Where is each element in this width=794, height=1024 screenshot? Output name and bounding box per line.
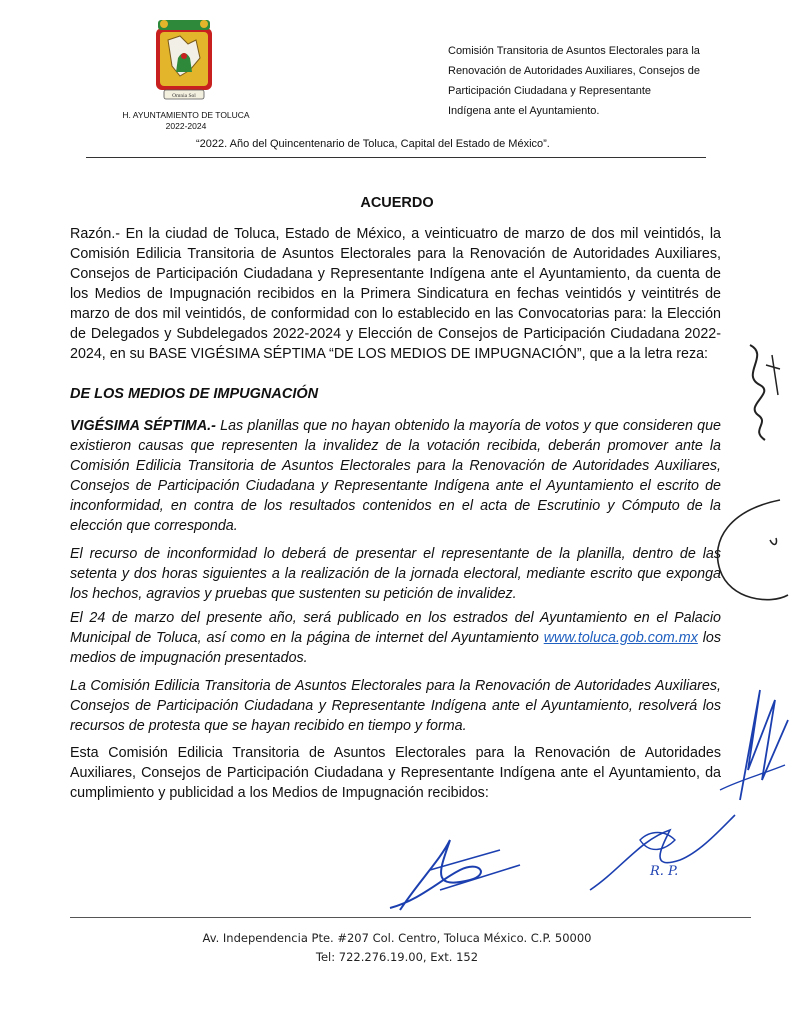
website-link[interactable]: www.toluca.gob.com.mx (543, 630, 698, 646)
paragraph-publicacion-text: El 24 de marzo del presente año, será publicado en los estrados del Ayuntamiento en el Palacio Municipal de Toluca, así como en la página de internet del Ayuntamiento (70, 610, 721, 646)
commission-header (448, 41, 748, 121)
toluca-coat-of-arms-icon (150, 18, 218, 104)
ayuntamiento-period: 2022-2024 (165, 121, 207, 131)
logo-motto: Omnia Sol (172, 93, 196, 99)
signature-center-blue (380, 820, 530, 920)
razon-paragraph: Razón.- En la ciudad de Toluca, Estado de México, a veinticuatro de marzo de dos mil veintidós, la Comisión Edilicia Transitoria de Asuntos Electorales para la Renovación de Autoridades Auxiliares, Consejos de Participación Ciudadana y Representante Indígena ante el Ayuntamiento, da cuenta de los Medios de Impugnación recibidos en la Primera Sindicatura en fechas veintidós y veintitrés de marzo de dos mil veintidós, de conformidad con lo establecido en las Convocatorias para: la Elección de Delegados y Subdelegados 2022-2024 y Elección de Consejos de Participación Ciudadana 2022-2024, en su BASE VIGÉSIMA SÉPTIMA “DE LOS MEDIOS DE IMPUGNACIÓN”, que a la letra reza: (70, 226, 721, 362)
article-paragraph (70, 416, 721, 536)
header-divider (86, 157, 706, 158)
paragraph-publicacion (70, 608, 721, 668)
document-title: ACUERDO (360, 195, 434, 211)
footer-phone: Tel: 722.276.19.00, Ext. 152 (315, 950, 479, 964)
commission-line: Indígena ante el Ayuntamiento. (448, 105, 600, 117)
signature-right-margin-top (730, 335, 790, 445)
ayuntamiento-name (96, 110, 276, 132)
signature-right-margin-blue (700, 680, 790, 810)
section-heading: DE LOS MEDIOS DE IMPUGNACIÓN (70, 386, 319, 402)
initials-text: R. P. (650, 864, 679, 879)
article-label: VIGÉSIMA SÉPTIMA.- (70, 418, 216, 434)
paragraph-resolucion: La Comisión Edilicia Transitoria de Asuntos Electorales para la Renovación de Autoridades Auxiliares, Consejos de Participación Ciudadana y Representante Indígena ante el Ayuntamiento, resolverá los recursos de protesta que se hayan recibido en tiempo y forma. (70, 678, 721, 734)
signature-center-right (580, 800, 740, 900)
ayuntamiento-label: H. AYUNTAMIENTO DE TOLUCA (122, 110, 250, 120)
commission-line: Participación Ciudadana y Representante (448, 85, 652, 97)
footer-divider (70, 917, 751, 918)
footer (0, 929, 794, 967)
year-motto: “2022. Año del Quincentenario de Toluca, Capital del Estado de México”. (196, 138, 550, 150)
paragraph-publicacion-end: los medios de impugnación presentados. (70, 630, 722, 666)
commission-line: Renovación de Autoridades Auxiliares, Consejos de (448, 65, 700, 77)
paragraph-cumplimiento: Esta Comisión Edilicia Transitoria de Asuntos Electorales para la Renovación de Autoridades Auxiliares, Consejos de Participación Ciudadana y Representante Indígena ante el Ayuntamiento, da cumplimiento y publicidad a los Medios de Impugnación recibidos: (70, 745, 721, 801)
footer-address: Av. Independencia Pte. #207 Col. Centro, Toluca México. C.P. 50000 (202, 931, 592, 945)
commission-line: Comisión Transitoria de Asuntos Electorales para la (448, 45, 700, 57)
article-text: Las planillas que no hayan obtenido la mayoría de votos y que consideren que existieron causas que representen la invalidez de la votación recibida, deberán promover ante la Comisión Edilicia Transitoria de Asuntos Electorales para la Renovación de Autoridades Auxiliares, Consejos de Participación Ciudadana y Representante Indígena ante el Ayuntamiento el escrito de inconformidad, en contra de los resultados contenidos en el acta de Escrutinio y Cómputo de la elección que corresponda. (70, 418, 721, 534)
paragraph-inconformidad: El recurso de inconformidad lo deberá de presentar el representante de la planilla, dentro de las setenta y dos horas siguientes a la realización de la jornada electoral, mediante escrito que exponga los hechos, agravios y pruebas que sustenten su petición de invalidez. (70, 546, 721, 602)
signature-right-margin-curve (700, 500, 790, 610)
